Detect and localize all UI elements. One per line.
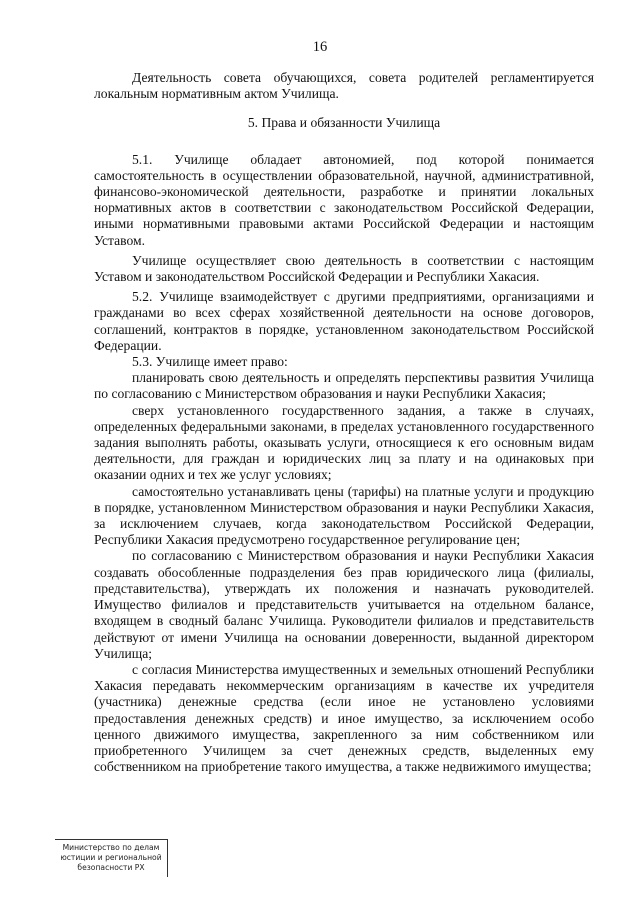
stamp-line-1: Министерство по делам xyxy=(62,843,160,852)
stamp-line-2: юстиции и региональной xyxy=(60,853,162,862)
intro-paragraph: Деятельность совета обучающихся, совета родителей регламентируется локальным нормативным актом Училища. xyxy=(94,70,594,102)
section-title: 5. Права и обязанности Училища xyxy=(247,115,441,131)
page-number: 16 xyxy=(312,39,328,55)
right-planning: планировать свою деятельность и определять перспективы развития Училища по согласованию с Министерством образования и науки Республики Хакасия; xyxy=(94,370,594,402)
paragraph-activity: Училище осуществляет свою деятельность в соответствии с настоящим Уставом и законодательством Российской Федерации и Республики Хакасия. xyxy=(94,252,594,285)
right-services: сверх установленного государственного задания, а также в случаях, определенных федеральными законами, в пределах установленного государственного задания выполнять работы, оказывать услуги, относящиеся к его основным видам деятельности, для граждан и юридических лиц за плату и на одинаковых при оказании одних и тех же услуг условиях; xyxy=(94,402,594,483)
document-body xyxy=(94,70,594,775)
paragraph-5-3: 5.3. Училище имеет право: xyxy=(132,354,288,370)
right-property-transfer: с согласия Министерства имущественных и земельных отношений Республики Хакасия передавать некоммерческим организациям в качестве их учредителя (участника) денежные средства (если иное не установлено условиями предоставления денежных средств) и иное имущество, за исключением особо ценного движимого имущества, закрепленного за ним собственником или приобретенного Училищем за счет денежных средств, выделенных ему собственником на приобретение такого имущества, а также недвижимого имущества; xyxy=(94,661,594,775)
right-branches: по согласованию с Министерством образования и науки Республики Хакасия создавать обособленные подразделения без прав юридического лица (филиалы, представительства), утверждать их положения и назначать руководителей. Имущество филиалов и представительств учитывается на отдельном балансе, входящем в сводный баланс Училища. Руководители филиалов и представительств действуют от имени Училища на основании доверенности, выданной директором Училища; xyxy=(94,548,594,661)
paragraph-5-1: 5.1. Училище обладает автономией, под которой понимается самостоятельность в осуществлении образовательной, научной, административной, финансово-экономической деятельности, разработке и принятии локальных нормативных актов в соответствии с законодательством Российской Федерации, иными нормативными правовыми актами Российской Федерации и настоящим Уставом. xyxy=(94,151,594,248)
registration-stamp xyxy=(55,839,168,877)
paragraph-5-2: 5.2. Училище взаимодействует с другими предприятиями, организациями и гражданами во всех сферах хозяйственной деятельности на основе договоров, соглашений, контрактов в порядке, установленном законодательством Российской Федерации. xyxy=(94,289,594,353)
right-prices: самостоятельно устанавливать цены (тарифы) на платные услуги и продукцию в порядке, установленном Министерством образования и науки Республики Хакасия, за исключением случаев, когда законодательством Российской Федерации, Республики Хакасия предусмотрено государственное регулирование цен; xyxy=(94,483,594,548)
stamp-line-3: безопасности РХ xyxy=(77,863,145,872)
